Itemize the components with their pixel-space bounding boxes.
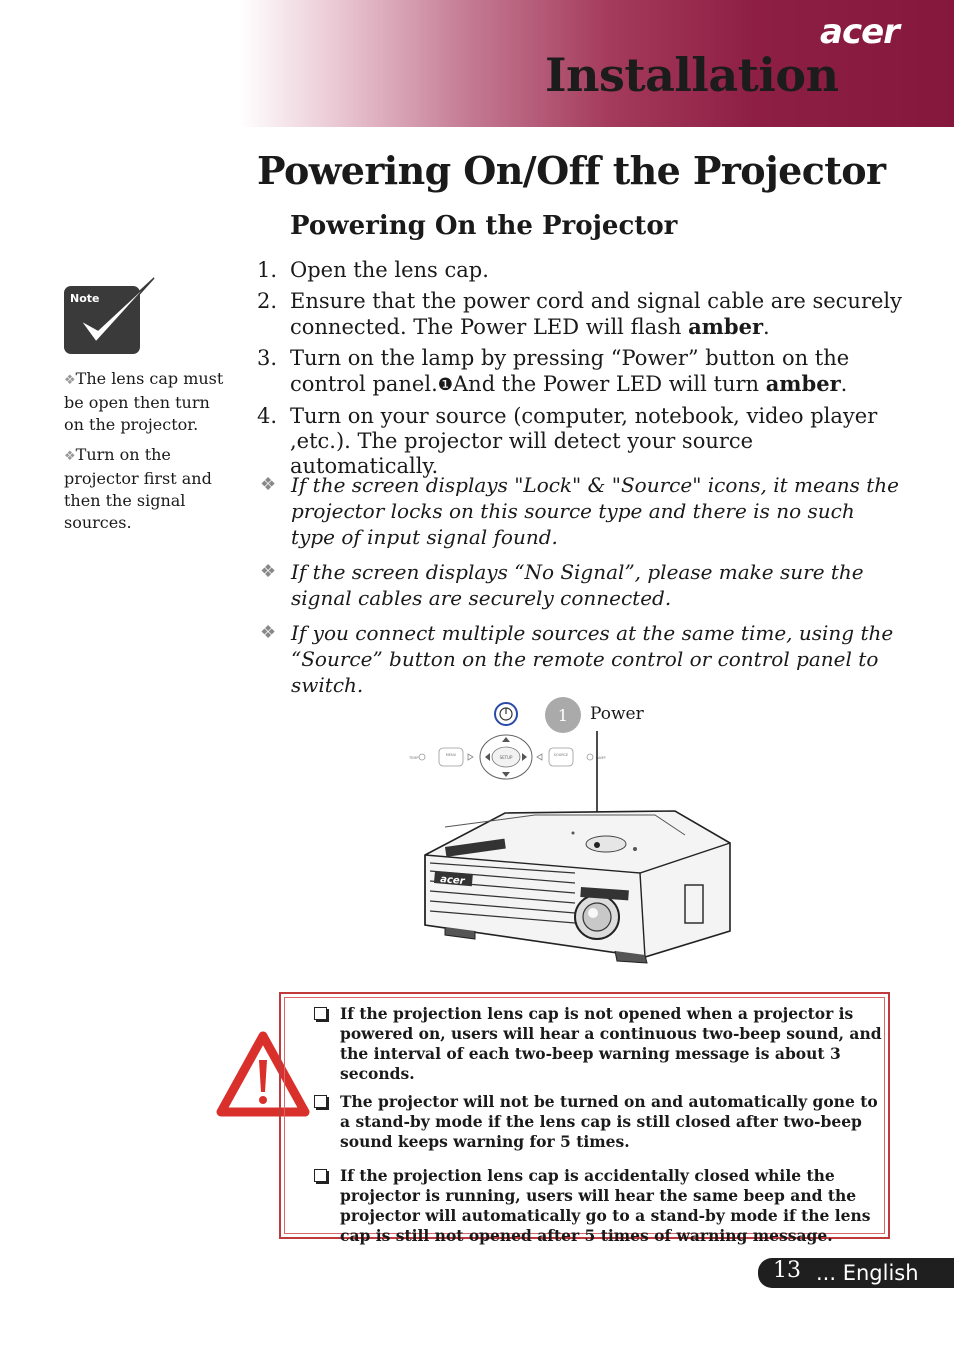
panel-label-lamp: LAMP [596, 756, 606, 760]
warning-text: If the projection lens cap is accidentally closed while the projector is running, users will hear the same beep and the projector will automatically go to a stand-by mode if the lens cap is still not opened after 5 times of warning message. [340, 1166, 871, 1245]
note-label: Note [70, 292, 100, 305]
tip-item [260, 559, 900, 611]
step-text: Open the lens cap. [290, 258, 489, 282]
amber-highlight: amber [688, 314, 764, 339]
warning-list [314, 1004, 884, 1254]
step-text: Turn on your source (computer, notebook, video player ,etc.). The projector will detect your source automatically. [290, 404, 878, 478]
step-item [257, 289, 907, 340]
step-number: 1. [257, 258, 278, 282]
note-item [64, 368, 234, 436]
checkbox-bullet-icon [314, 1007, 327, 1020]
tip-text: If the screen displays "Lock" & "Source" icons, it means the projector locks on this source type and there is no such type of input signal found. [291, 473, 900, 549]
diamond-bullet-icon: ❖ [260, 474, 277, 495]
step-number: 4. [257, 404, 278, 428]
brand-logo: acer [820, 12, 899, 52]
projector-figure [385, 695, 755, 980]
tips-list [260, 472, 900, 707]
step-text: Turn on the lamp by pressing “Power” button on the control panel. [290, 346, 850, 396]
diamond-bullet-icon: ❖ [64, 373, 76, 388]
amber-highlight: amber [765, 371, 841, 396]
step-text: . [840, 372, 848, 396]
warning-item [314, 1092, 884, 1152]
diamond-bullet-icon: ❖ [260, 561, 277, 582]
note-item [64, 444, 234, 534]
note-text: Turn on the projector first and then the signal sources. [64, 445, 212, 532]
tip-text: If the screen displays “No Signal”, please make sure the signal cables are securely connected. [291, 560, 864, 610]
step-number: 2. [257, 289, 278, 313]
step-item [257, 258, 907, 283]
note-checkmark-icon [64, 276, 156, 356]
steps-list [257, 258, 907, 485]
diamond-bullet-icon: ❖ [64, 449, 76, 464]
callout-number: 1 [557, 706, 569, 725]
warning-item [314, 1166, 884, 1246]
diamond-bullet-icon: ❖ [260, 622, 277, 643]
note-list [64, 368, 234, 542]
panel-label-source: SOURCE [553, 753, 569, 757]
page-number: 13 [773, 1258, 801, 1283]
step-text: Ensure that the power cord and signal cable are securely connected. The Power LED will flash [290, 289, 903, 339]
step-number: 3. [257, 346, 278, 370]
tip-text: If you connect multiple sources at the same time, using the “Source” button on the remote control or control panel to switch. [291, 621, 894, 697]
step-text: And the Power LED will turn [453, 372, 766, 396]
projector-logo: acer [439, 874, 465, 888]
sub-heading: Powering On the Projector [290, 211, 678, 241]
tip-item [260, 620, 900, 698]
panel-label-menu: MENU [445, 753, 457, 757]
tip-item [260, 472, 900, 550]
checkbox-bullet-icon [314, 1169, 327, 1182]
checkbox-bullet-icon [314, 1095, 327, 1108]
svg-text:SETUP: SETUP [499, 755, 513, 760]
footer-language: ... English [816, 1261, 919, 1285]
step-item [257, 404, 907, 479]
note-text: The lens cap must be open then turn on the projector. [64, 369, 224, 434]
warning-text: If the projection lens cap is not opened when a projector is powered on, users will hear a continuous two-beep sound, and the interval of each two-beep warning message is about 3 seconds. [340, 1004, 882, 1083]
page-heading: Powering On/Off the Projector [257, 148, 886, 193]
warning-text: The projector will not be turned on and automatically gone to a stand-by mode if the lens cap is still closed after two-beep sound keeps warning for 5 times. [340, 1092, 878, 1151]
callout-ref-icon: ❶ [437, 375, 453, 395]
callout-label: Power [590, 704, 644, 724]
step-text: . [763, 315, 770, 339]
warning-item [314, 1004, 884, 1084]
section-title: Installation [545, 48, 839, 102]
step-item [257, 346, 907, 398]
panel-label-temp: TEMP [409, 756, 419, 760]
